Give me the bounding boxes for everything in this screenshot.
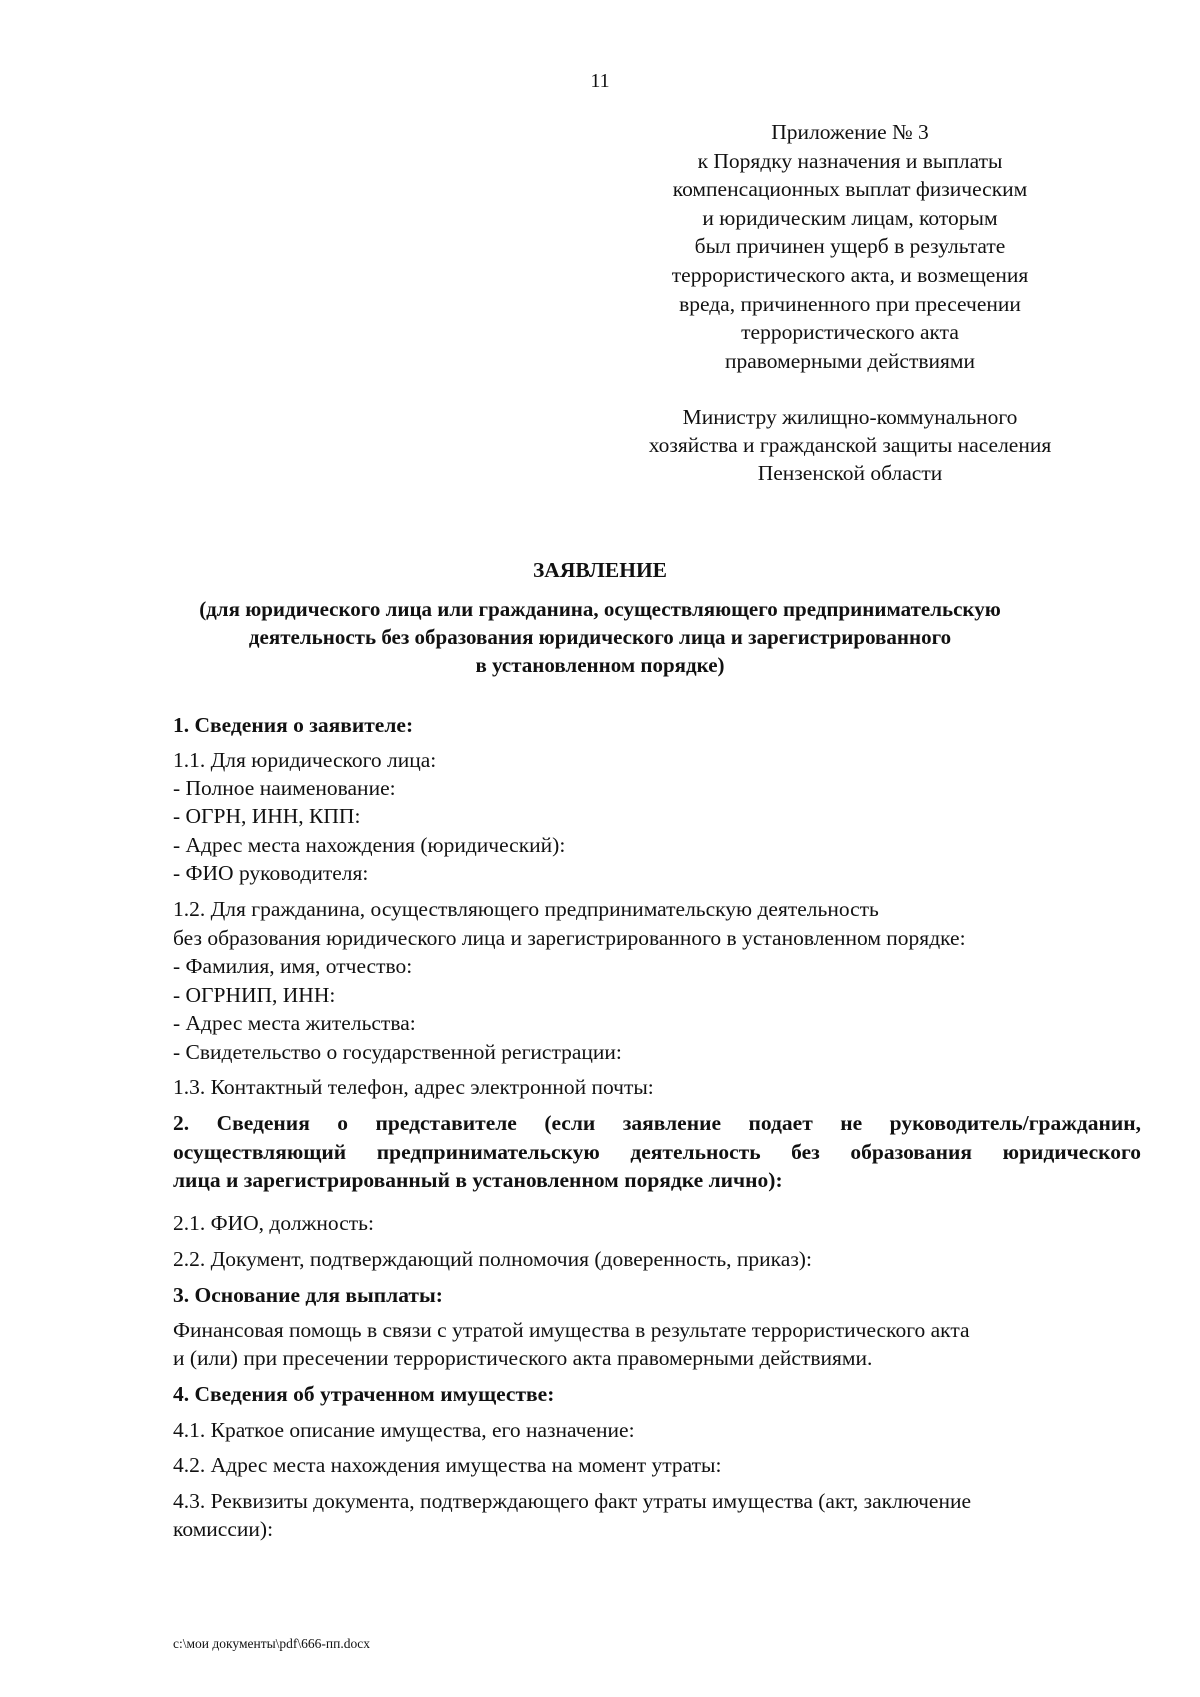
section3-text: и (или) при пресечении террористического акта правомерными действиями.: [173, 1346, 873, 1370]
section2-heading-line: осуществляющий предпринимательскую деятельность без образования юридического: [173, 1139, 1141, 1164]
appendix-line: к Порядку назначения и выплаты: [697, 148, 1003, 173]
appendix-line: был причинен ущерб в результате: [694, 234, 1006, 259]
section2-item: 2.1. ФИО, должность:: [173, 1211, 374, 1235]
appendix-line: Приложение № 3: [771, 120, 929, 144]
addressee-line: Пензенской области: [757, 461, 943, 485]
addressee-line: Министру жилищно-коммунального: [682, 405, 1018, 429]
section1-1-item: - ОГРН, ИНН, КПП:: [173, 804, 361, 828]
section1-1-item: - Полное наименование:: [173, 776, 396, 800]
section4-item-3: 4.3. Реквизиты документа, подтверждающего факт утраты имущества (акт, заключение: [173, 1489, 971, 1513]
appendix-line: правомерными действиями: [724, 348, 976, 373]
section4-item: 4.1. Краткое описание имущества, его назначение:: [173, 1418, 635, 1442]
section3-text: Финансовая помощь в связи с утратой имущества в результате террористического акта: [173, 1318, 970, 1342]
section3-heading: 3. Основание для выплаты:: [173, 1283, 443, 1307]
document-subtitle: [100, 595, 1100, 679]
addressee-line: хозяйства и гражданской защиты населения: [648, 433, 1052, 457]
section2-heading: [173, 1109, 1141, 1195]
section4-item: 4.2. Адрес места нахождения имущества на момент утраты:: [173, 1453, 722, 1477]
file-path-footer: c:\мои документы\pdf\666-пп.docx: [173, 1636, 370, 1651]
section1-2-item: - Фамилия, имя, отчество:: [173, 954, 413, 978]
section1-1-item: - ФИО руководителя:: [173, 861, 369, 885]
section1-2-item: - Адрес места жительства:: [173, 1011, 416, 1035]
section4-item-3: комиссии):: [173, 1517, 274, 1541]
section4-heading: 4. Сведения об утраченном имуществе:: [173, 1382, 555, 1406]
appendix-line: и юридическим лицам, которым: [702, 205, 998, 230]
section1-heading: 1. Сведения о заявителе:: [173, 713, 414, 737]
addressee: [600, 403, 1100, 487]
section1-1-item: - Адрес места нахождения (юридический):: [173, 833, 566, 857]
section2-item: 2.2. Документ, подтверждающий полномочия (доверенность, приказ):: [173, 1247, 812, 1271]
section1-2-item: - ОГРНИП, ИНН:: [173, 983, 336, 1007]
section1-2-title: 1.2. Для гражданина, осуществляющего предпринимательскую деятельность: [173, 897, 879, 921]
appendix-line: террористического акта: [741, 320, 959, 345]
subtitle-line: в установленном порядке): [475, 653, 725, 677]
section1-2-title: без образования юридического лица и зарегистрированного в установленном порядке:: [173, 926, 966, 950]
section1-3: 1.3. Контактный телефон, адрес электронной почты:: [173, 1075, 654, 1099]
appendix-line: вреда, причиненного при пресечении: [679, 291, 1021, 316]
section1-2-item: - Свидетельство о государственной регистрации:: [173, 1040, 622, 1064]
appendix-reference: [600, 118, 1100, 375]
section1-1-title: 1.1. Для юридического лица:: [173, 748, 437, 772]
document-title: ЗАЯВЛЕНИЕ: [532, 558, 668, 582]
appendix-line: террористического акта, и возмещения: [671, 262, 1029, 287]
appendix-line: компенсационных выплат физическим: [672, 177, 1028, 202]
section2-heading-line: 2. Сведения о представителе (если заявление подает не руководитель/гражданин,: [173, 1111, 1141, 1135]
subtitle-line: (для юридического лица или гражданина, осуществляющего предпринимательскую: [199, 597, 1001, 621]
page-number: 11: [590, 70, 610, 92]
section2-heading-line: лица и зарегистрированный в установленном порядке лично):: [173, 1168, 783, 1192]
subtitle-line: деятельность без образования юридического лица и зарегистрированного: [248, 625, 952, 649]
